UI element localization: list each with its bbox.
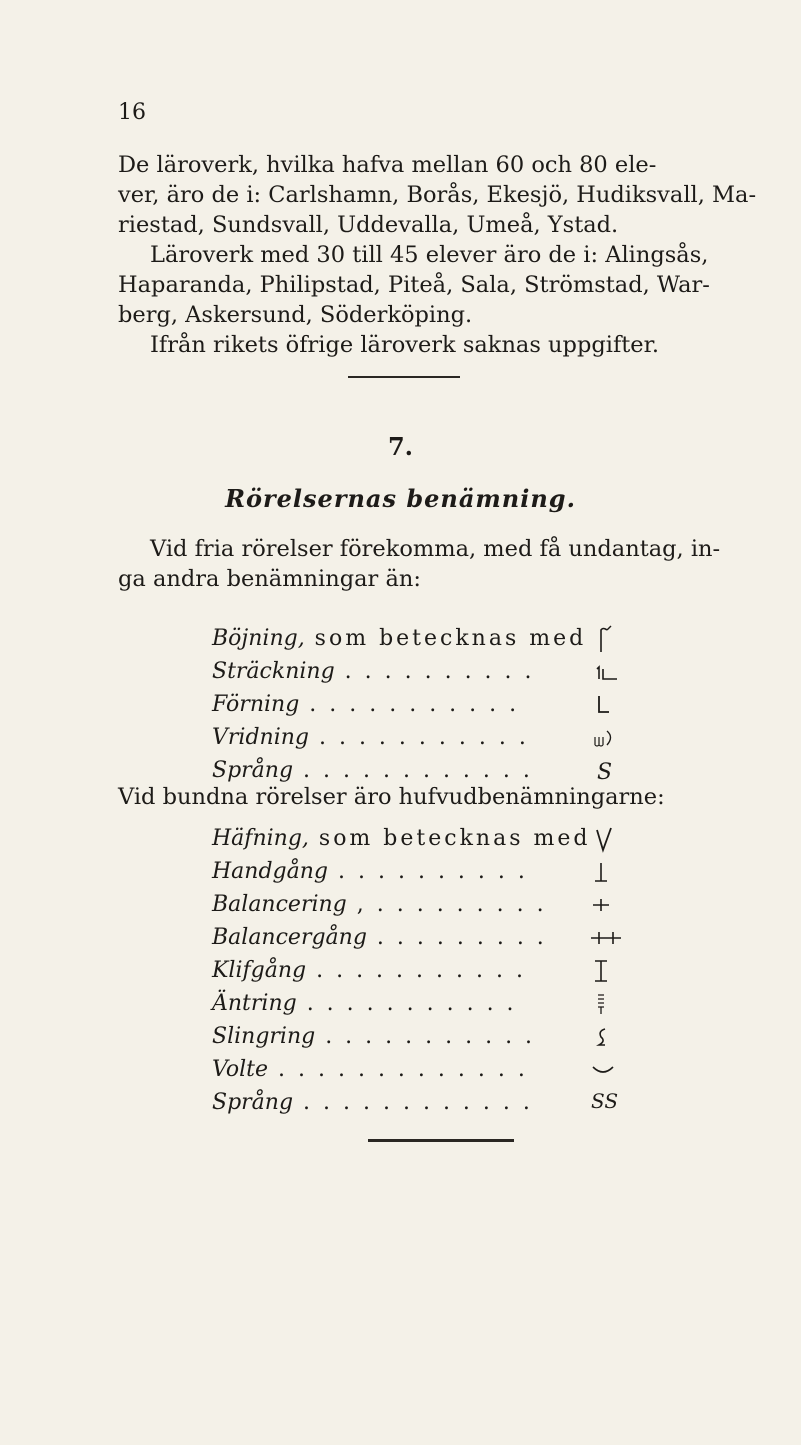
bojning-symbol-icon — [587, 622, 627, 655]
vridning-symbol-icon — [587, 721, 627, 754]
hafning-symbol-icon — [587, 822, 627, 855]
movement-term: Vridning — [212, 725, 309, 750]
movement-suffix: . . . . . . . . . . . . — [293, 758, 533, 783]
svg-text:S: S — [597, 760, 613, 785]
paragraph-bound-movements-intro — [118, 782, 748, 812]
text-line: ver, äro de i: Carlshamn, Borås, Ekesjö, Hudiksvall, Ma- — [118, 182, 757, 208]
movement-suffix: som betecknas med — [304, 626, 587, 651]
movement-term: Volte — [212, 1057, 269, 1082]
list-item — [212, 655, 722, 688]
text-line: Vid fria rörelser förekomma, med få undantag, in- — [150, 536, 721, 562]
sprang-ss-symbol-icon — [587, 1086, 627, 1119]
handgang-symbol-icon — [587, 855, 627, 888]
section-title: Rörelsernas benämning. — [225, 484, 576, 513]
movement-term: Häfning, — [212, 826, 309, 851]
movement-suffix: . . . . . . . . . . . . . — [268, 1057, 528, 1082]
klifgang-symbol-icon — [587, 954, 627, 987]
movement-suffix: . . . . . . . . . . . — [296, 991, 517, 1016]
list-item — [212, 1053, 722, 1086]
movement-term: Böjning, — [212, 626, 305, 651]
list-item — [212, 921, 722, 954]
movement-suffix: . . . . . . . . . . . — [308, 725, 529, 750]
movement-suffix: . . . . . . . . . . . — [315, 1024, 536, 1049]
text-line: Läroverk med 30 till 45 elever äro de i: Alingsås, — [150, 242, 709, 268]
text-line: Vid bundna rörelser äro hufvudbenämningarne: — [118, 784, 665, 810]
text-line: De läroverk, hvilka hafva mellan 60 och 80 ele- — [118, 152, 657, 178]
movement-term: Sträckning — [212, 659, 335, 684]
movement-term: Slingring — [212, 1024, 316, 1049]
movement-suffix: . . . . . . . . . — [366, 925, 547, 950]
movement-term: Balancergång — [212, 925, 367, 950]
movement-term: Språng — [212, 758, 294, 783]
divider-rule — [348, 376, 460, 378]
movement-suffix: . . . . . . . . . . — [334, 659, 535, 684]
divider-rule — [368, 1139, 514, 1142]
text-line: ga andra benämningar än: — [118, 566, 421, 592]
movement-term: Språng — [212, 1090, 294, 1115]
list-item — [212, 888, 722, 921]
paragraph-free-movements-intro — [118, 534, 748, 594]
movement-term: Balancering — [212, 892, 347, 917]
bound-movements-list — [212, 822, 722, 1119]
movement-suffix: . . . . . . . . . . . . — [293, 1090, 533, 1115]
movement-term: Förning — [212, 692, 300, 717]
text-line: riestad, Sundsvall, Uddevalla, Umeå, Ystad. — [118, 212, 619, 238]
slingring-symbol-icon — [587, 1020, 627, 1053]
page-number: 16 — [118, 100, 146, 125]
movement-term: Äntring — [212, 991, 297, 1016]
movement-term: Handgång — [212, 859, 329, 884]
text-line: berg, Askersund, Söderköping. — [118, 302, 473, 328]
list-item — [212, 688, 722, 721]
section-number: 7. — [387, 432, 414, 461]
text-line: Ifrån rikets öfrige läroverk saknas uppgifter. — [150, 332, 660, 358]
list-item — [212, 987, 722, 1020]
movement-suffix: som betecknas med — [308, 826, 591, 851]
paragraph-school-sizes — [118, 150, 757, 360]
movement-suffix: . . . . . . . . . . . — [299, 692, 520, 717]
movement-suffix: . . . . . . . . . . . — [306, 958, 526, 983]
balancering-symbol-icon — [587, 888, 627, 921]
movement-suffix: . . . . . . . . . . — [328, 859, 528, 884]
strackning-symbol-icon — [587, 655, 627, 688]
svg-text:SS: SS — [591, 1089, 619, 1113]
list-item — [212, 1086, 722, 1119]
text-line: Haparanda, Philipstad, Piteå, Sala, Strömstad, War- — [118, 272, 710, 298]
list-item — [212, 954, 722, 987]
forning-symbol-icon — [587, 688, 627, 721]
movement-term: Klifgång — [212, 958, 307, 983]
volte-symbol-icon — [587, 1053, 627, 1086]
list-item — [212, 822, 722, 855]
antring-symbol-icon — [587, 987, 627, 1020]
list-item — [212, 721, 722, 754]
list-item — [212, 855, 722, 888]
free-movements-list — [212, 622, 722, 787]
list-item — [212, 622, 722, 655]
movement-suffix: , . . . . . . . . . — [346, 892, 547, 917]
list-item — [212, 1020, 722, 1053]
balancergang-symbol-icon — [587, 921, 627, 954]
